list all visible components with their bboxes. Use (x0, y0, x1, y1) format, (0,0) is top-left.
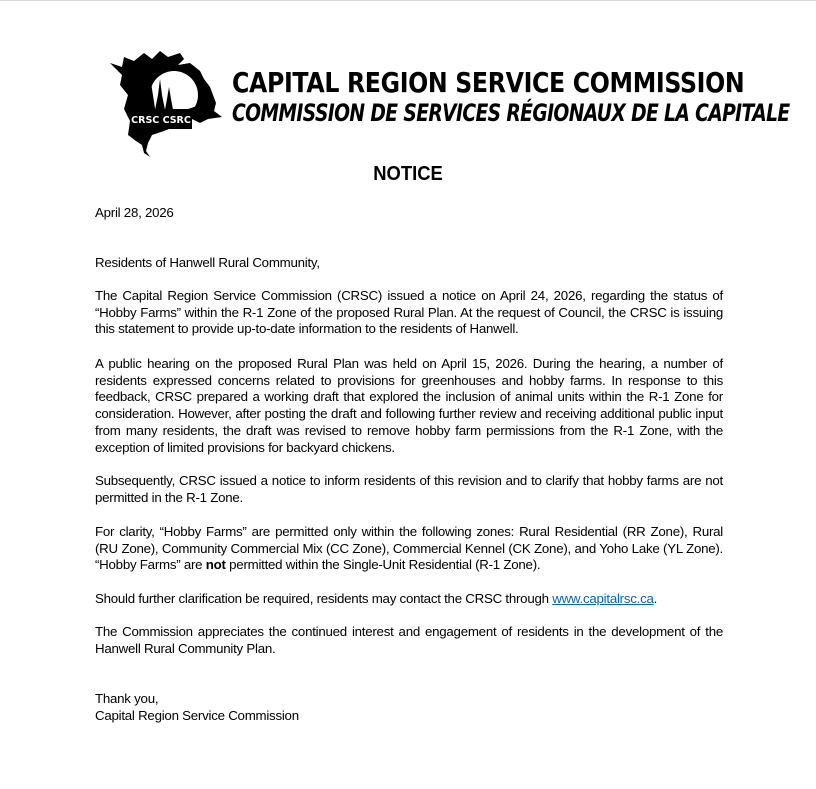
signature-text: Capital Region Service Commission (95, 707, 299, 723)
letterhead (104, 45, 790, 157)
closing-text: Thank you, (95, 691, 159, 706)
contact-text (95, 591, 723, 608)
crsc-logo-icon (104, 45, 224, 157)
clarity-text (95, 524, 723, 574)
paragraph-text: The Capital Region Service Commission (CRSC) issued a notice on April 24, 2026, regarding the status of “Hobby Farms” within the R-1 Zone of the proposed Rural Plan. At the request of Council, the CRSC is issuing this statement to provide up-to-date information to the residents of Hanwell. (95, 288, 723, 337)
paragraph-1 (95, 288, 723, 338)
logo-text: CRSC CSRC (131, 115, 191, 126)
sign-off (95, 691, 723, 724)
paragraph-3 (95, 473, 723, 506)
paragraph-contact (95, 591, 723, 608)
paragraph-text: A public hearing on the proposed Rural Plan was held on April 15, 2026. During the hearing, a number of residents expressed concerns related to provisions for greenhouses and hobby farms. In response to this feedback, CRSC prepared a working draft that explored the inclusion of animal units within the R-1 Zone for consideration. However, after posting the draft and following further review and receiving additional public input from many residents, the draft was revised to remove hobby farm permissions from the R-1 Zone, with the exception of limited provisions for backyard chickens. (95, 356, 723, 455)
salutation-text: Residents of Hanwell Rural Community, (95, 255, 320, 270)
clarity-bold: not (205, 557, 226, 573)
org-name-english: CAPITAL REGION SERVICE COMMISSION (232, 67, 745, 99)
clarity-part1: For clarity, “Hobby Farms” are permitted only within the following zones: Rural Residential (RR Zone), Rural (RU Zone), Community Commercial Mix (CC Zone), Commercial Kennel (CK Zone), and Yoho Lake (YL Zone). “Hobby Farms” are (95, 524, 723, 573)
paragraph-text: The Commission appreciates the continued interest and engagement of residents in the development of the Hanwell Rural Community Plan. (95, 624, 723, 656)
notice-date (95, 205, 723, 222)
salutation (95, 255, 723, 272)
paragraph-clarity (95, 524, 723, 574)
paragraph-2 (95, 356, 723, 456)
website-link[interactable]: www.capitalrsc.ca (552, 591, 654, 606)
paragraph-text: Subsequently, CRSC issued a notice to inform residents of this revision and to clarify that hobby farms are not permitted in the R-1 Zone. (95, 473, 723, 505)
notice-title: NOTICE (373, 163, 443, 185)
contact-after: . (653, 591, 658, 606)
org-name-french: COMMISSION DE SERVICES RÉGIONAUX DE LA CAPITALE (232, 99, 790, 127)
clarity-part2: permitted within the Single-Unit Residential (R-1 Zone). (225, 557, 541, 573)
contact-lead: Should further clarification be required, residents may contact the CRSC through (95, 591, 553, 606)
date-text: April 28, 2026 (95, 205, 174, 220)
paragraph-appreciation (95, 624, 723, 657)
